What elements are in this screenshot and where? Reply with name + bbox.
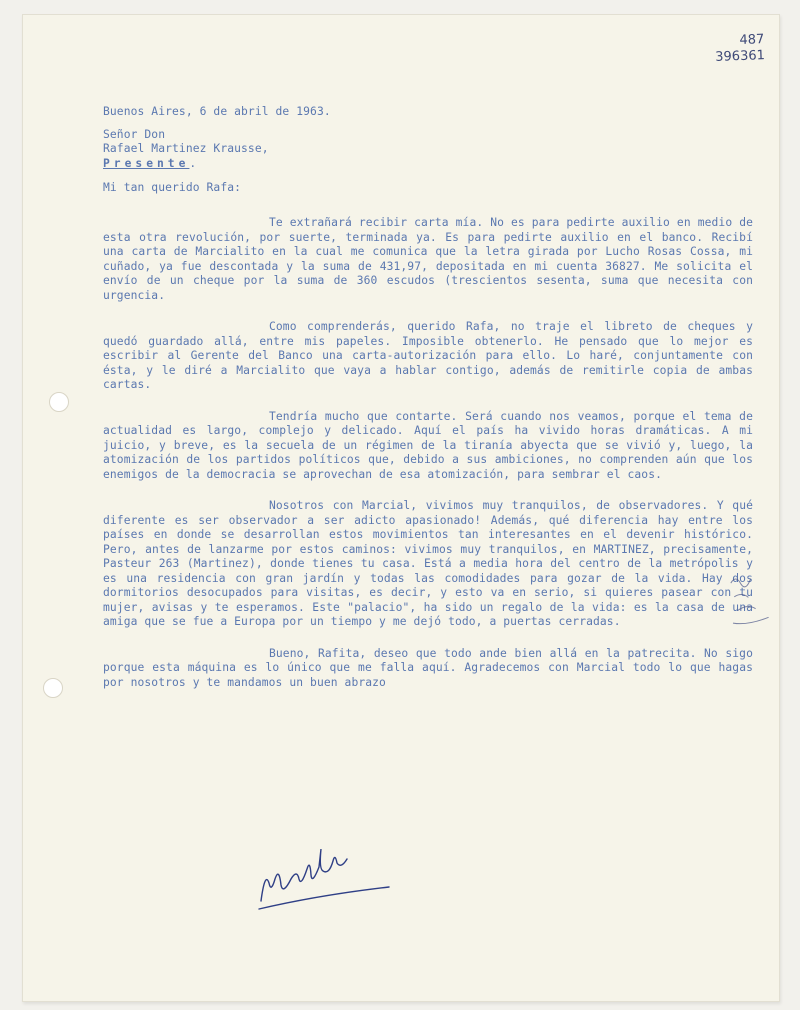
signature bbox=[255, 849, 415, 919]
punch-hole-lower bbox=[43, 678, 63, 698]
paragraph-5: Bueno, Rafita, deseo que todo ande bien allá en la patrecita. No sigo porque esta máquina es lo único que me falla aquí. Agradecemos con Marcial todo lo que hagas por nosotros y te mandamos un buen abrazo bbox=[103, 646, 753, 689]
presente-label: Presente bbox=[103, 156, 190, 170]
letter-header: Buenos Aires, 6 de abril de 1963. Señor Don Rafael Martinez Krausse, Presente. Mi tan querido Rafa: bbox=[103, 105, 331, 194]
letter-page bbox=[22, 14, 780, 1002]
paragraph-2: Como comprenderás, querido Rafa, no traje el libreto de cheques y quedó guardado allá, entre mis papeles. Imposible obtenerlo. He pensado que lo mejor es escribir al Gerente del Banco una carta-autorización para ello. Lo haré, conjuntamente con ésta, y le diré a Marcialito que vaya a hablar contigo, además de remitirle copia de ambas cartas. bbox=[103, 320, 753, 391]
recipient-name: Rafael Martinez Krausse, bbox=[103, 142, 269, 155]
paragraph-3: Tendría mucho que contarte. Será cuando nos veamos, porque el tema de actualidad es largo, complejo y delicado. Aquí el país ha vivido horas dramáticas. A mi juicio, y breve, es la secuela de un régimen de la tiranía abyecta que se vivió y, luego, la atomización de los partidos políticos que, debido a sus ambiciones, no comprenden aún que los enemigos de la democracia se aprovechan de esa atomización, para sembrar el caos. bbox=[103, 409, 753, 481]
salutation-title: Señor Don bbox=[103, 127, 166, 141]
paragraph-4: Nosotros con Marcial, vivimos muy tranquilos, de observadores. Y qué diferente es ser observador a ser adicto apasionado! Además, qué diferencia hay entre los países en donde se desarrollan estos movimientos tan interesantes en el devenir histórico. Pero, antes de lanzarme por estos caminos: vivimos muy tranquilos, en MARTINEZ, precisamente, Pasteur 263 (Martinez), donde tienes tu casa. Está a media hora del centro de la metrópolis y es una residencia con gran jardín y todas las comodidades para gozar de la vida. Hay dos dormitorios desocupados para visitas, es decir, y esto va en serio, si quieres pasear con tu mujer, avisas y te esperamos. Este "palacio", ha sido un regalo de la vida: es la casa de una amiga que se fue a Europa por un tiempo y me dejó todo, a puertas cerradas. bbox=[103, 499, 753, 628]
paragraph-1: Te extrañará recibir carta mía. No es para pedirte auxilio en medio de esta otra revolución, por suerte, terminada ya. Es para pedirte auxilio en el banco. Recibí una carta de Marcialito en la cual me comunica que la letra girada por Lucho Rosas Cossa, mi cuñado, ya fue descontada y la suma de 431,97, depositada en mi cuenta 36827. Me solicita el envío de un cheque por la suma de 360 escudos (trescientos sesenta, suma que necesita con urgencia. bbox=[103, 216, 753, 302]
greeting: Mi tan querido Rafa: bbox=[103, 181, 242, 194]
archive-number: 487 bbox=[739, 32, 765, 49]
letter-body bbox=[103, 216, 753, 707]
signature-text: Matilde bbox=[255, 849, 259, 850]
margin-handwritten-note bbox=[726, 569, 778, 637]
archive-code: 396361 bbox=[715, 48, 766, 65]
punch-hole-upper bbox=[49, 392, 69, 412]
letter-date: Buenos Aires, 6 de abril de 1963. bbox=[103, 105, 331, 118]
margin-scribble-icon bbox=[726, 569, 778, 633]
archive-number-annotation bbox=[715, 32, 766, 66]
